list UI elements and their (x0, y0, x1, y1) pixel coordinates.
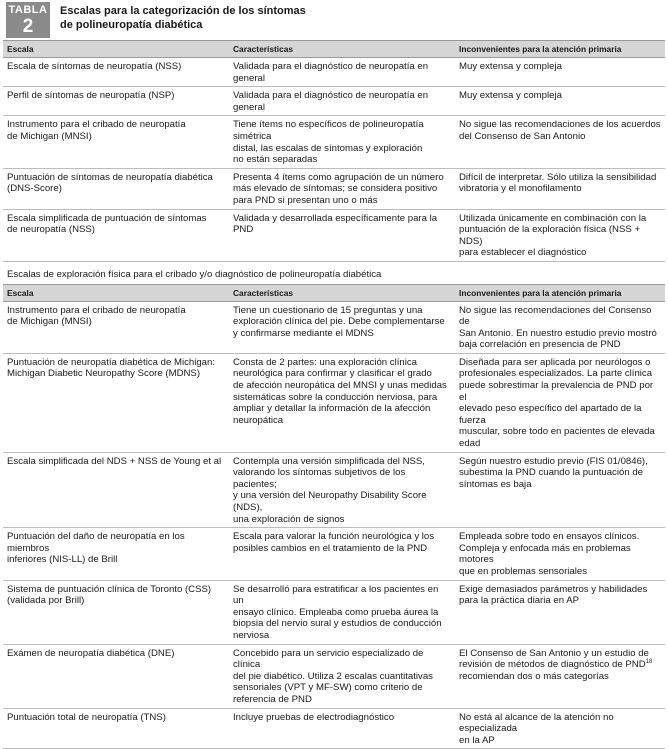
cell-line (233, 357, 451, 369)
section-symptom-scales (3, 41, 665, 262)
cell-line (233, 119, 451, 142)
cell-text: elevado peso específico del apartado de la fuerza (459, 403, 642, 426)
cell-text: Escala de síntomas de neuropatía (NSS) (7, 61, 182, 72)
cell-scale (3, 644, 229, 708)
cell-line (7, 61, 225, 73)
cell-line (233, 415, 451, 427)
cell-line (7, 119, 225, 131)
cell-text: en la AP (459, 734, 495, 746)
cell-text: edad (459, 438, 481, 450)
table-header (3, 0, 665, 40)
cell-text: de Michigan (MNSI) (7, 316, 92, 328)
cell-text: Instrumento para el cribado de neuropatía (7, 304, 186, 316)
column-header-drawbacks: Inconvenientes para la atención primaria (455, 284, 665, 301)
cell-text: Utilizada únicamente en combinación con la (459, 212, 647, 224)
cell-text: Tiene un cuestionario de 15 preguntas y una (233, 304, 423, 316)
cell-line (7, 531, 225, 554)
cell-text: para establecer el diagnóstico (459, 247, 587, 259)
cell-scale (3, 528, 229, 580)
cell-line (7, 183, 225, 195)
cell-scale (3, 87, 229, 116)
cell-text: subestima la PND cuando la puntuación de (459, 467, 643, 479)
cell-line (233, 213, 451, 236)
table-row (3, 528, 665, 580)
cell-line (7, 456, 225, 468)
cell-scale (3, 209, 229, 261)
cell-text: No está al alcance de la atención no especializada (459, 711, 614, 735)
cell-drawbacks (455, 353, 665, 452)
cell-line (233, 305, 451, 317)
cell-drawbacks (455, 87, 665, 116)
cell-line (233, 316, 451, 328)
cell-features (229, 87, 455, 116)
cell-drawbacks (455, 116, 665, 168)
cell-drawbacks (455, 452, 665, 528)
cell-text: Escala para valorar la función neurológica y los (233, 531, 435, 543)
cell-text: San Antonio. En nuestro estudio previo mostró (459, 327, 657, 339)
cell-line (233, 490, 451, 513)
cell-text: síntomas es baja (459, 478, 532, 490)
cell-drawbacks (455, 644, 665, 708)
cell-text: neuropática (233, 414, 284, 426)
title-line-2: de polineuropatía diabética (60, 19, 203, 31)
cell-line (459, 131, 661, 143)
cell-line (7, 224, 225, 236)
cell-line (7, 584, 225, 596)
cell-text: No sigue las recomendaciones del Consenso de (459, 304, 652, 328)
cell-features (229, 301, 455, 353)
cell-scale (3, 301, 229, 353)
cell-line (459, 213, 661, 225)
cell-line (233, 467, 451, 490)
cell-text: no están separadas (233, 154, 318, 166)
cell-line (233, 61, 451, 84)
cell-line (233, 143, 451, 155)
badge-number: 2 (22, 16, 34, 37)
cell-line (459, 183, 661, 195)
cell-line (233, 368, 451, 380)
cell-line (459, 438, 661, 450)
cell-line (459, 648, 661, 660)
cell-text: ampliar y detallar la información de la afección (233, 403, 431, 415)
cell-line (233, 380, 451, 392)
table-row (3, 168, 665, 209)
table-row (3, 116, 665, 168)
table-row (3, 353, 665, 452)
cell-text: inferiores (NIS-LL) de Brill (7, 554, 118, 566)
cell-text: Puntuación de neuropatía diabética de Michigan: (7, 356, 216, 368)
cell-text: Muy extensa y compleja (459, 61, 562, 72)
cell-text: Concebido para un servicio especializado de clínica (233, 647, 424, 671)
cell-drawbacks (455, 58, 665, 87)
cell-line (7, 90, 225, 102)
cell-line (459, 172, 661, 184)
cell-text: puntuación de la exploración física (NSS + NDS) (459, 224, 641, 247)
cell-line (233, 607, 451, 619)
cell-text: Perfil de síntomas de neuropatía (NSP) (7, 90, 175, 102)
cell-scale (3, 353, 229, 452)
cell-drawbacks (455, 580, 665, 644)
cell-text: vibratoria y el monofilamento (459, 183, 582, 195)
cell-line (459, 543, 661, 566)
column-header-scale: Escala (3, 284, 229, 301)
cell-features (229, 452, 455, 528)
cell-line (7, 316, 225, 328)
cell-text: de afección neuropática del MNSI y unas medidas (233, 380, 447, 392)
table-row (3, 644, 665, 708)
cell-text: de neuropatía (NSS) (7, 224, 95, 236)
cell-line (459, 467, 661, 479)
cell-text: Michigan Diabetic Neuropathy Score (MDNS) (7, 368, 201, 380)
cell-scale (3, 58, 229, 87)
table-row (3, 87, 665, 116)
cell-line (7, 595, 225, 607)
cell-line (233, 514, 451, 526)
cell-text: exploración clínica del pie. Debe complementarse (233, 316, 445, 328)
cell-text: baja correlación en presencia de PND (459, 339, 621, 351)
cell-text: referencia de PND (233, 693, 312, 705)
cell-text: neurológica para confirmar y clasificar el grado (233, 368, 432, 380)
cell-features (229, 528, 455, 580)
cell-line (233, 195, 451, 207)
cell-text: Presenta 4 ítems como agrupación de un número (233, 171, 444, 183)
table-row (3, 708, 665, 749)
cell-drawbacks (455, 708, 665, 749)
cell-text: distal, las escalas de síntomas y exploración (233, 142, 423, 154)
cell-scale (3, 116, 229, 168)
column-header-drawbacks: Inconvenientes para la atención primaria (455, 41, 665, 58)
cell-text: profesionales especializados. La parte clínica (459, 368, 653, 380)
cell-line (233, 392, 451, 404)
cell-line (233, 618, 451, 630)
cell-line (233, 456, 451, 468)
cell-text: Validada y desarrollada específicamente para la PND (233, 212, 438, 236)
cell-text: puede sobrestimar la prevalencia de PND por el (459, 380, 654, 403)
cell-line (459, 328, 661, 340)
cell-text: Diseñada para ser aplicada por neurólogos o (459, 356, 651, 368)
cell-line (7, 213, 225, 225)
cell-line (233, 543, 451, 555)
cell-text: Exámen de neuropatía diabética (DNE) (7, 647, 175, 659)
cell-line (233, 90, 451, 113)
cell-line (233, 682, 451, 694)
cell-line (233, 584, 451, 607)
table-row (3, 452, 665, 528)
cell-text: del Consenso de San Antonio (459, 130, 586, 142)
cell-line (459, 595, 661, 607)
cell-text: (DNS-Score) (7, 183, 62, 195)
column-header-scale: Escala (3, 41, 229, 58)
cell-scale (3, 452, 229, 528)
cell-text: posibles cambios en el tratamiento de la PND (233, 542, 428, 554)
cell-line (233, 183, 451, 195)
badge-label: TABLA (8, 4, 48, 16)
cell-features (229, 580, 455, 644)
cell-line (459, 712, 661, 735)
table-title (60, 4, 620, 32)
cell-text: Según nuestro estudio previo (FIS 01/0846), (459, 455, 648, 467)
cell-line (233, 712, 451, 724)
cell-text: ensayo clínico. Empleaba como prueba áurea la (233, 606, 439, 618)
cell-line (7, 368, 225, 380)
cell-drawbacks (455, 168, 665, 209)
cell-text: biopsia del nervio sural y estudios de conducción (233, 618, 442, 630)
cell-features (229, 116, 455, 168)
cell-features (229, 644, 455, 708)
cell-line (7, 172, 225, 184)
column-header-row (3, 284, 665, 301)
cell-text: Escala simplificada del NDS + NSS de Young et al (7, 455, 222, 467)
cell-line (233, 328, 451, 340)
cell-line (459, 456, 661, 468)
cell-line (233, 172, 451, 184)
cell-text: (validada por Brill) (7, 595, 85, 607)
cell-text: Validada para el diagnóstico de neuropatía en general (233, 61, 429, 84)
cell-text: muscular, sobre todo en pacientes de elevada (459, 426, 655, 438)
cell-text: sensoriales (VPT y MF-SW) como criterio de (233, 682, 423, 694)
cell-drawbacks (455, 209, 665, 261)
cell-text: Validada para el diagnóstico de neuropatía en general (233, 90, 429, 113)
scales-table (3, 40, 665, 749)
cell-line (459, 224, 661, 247)
cell-text: Instrumento para el cribado de neuropatía (7, 119, 186, 131)
cell-text: Empleada sobre todo en ensayos clínicos. (459, 531, 640, 543)
cell-text: Consta de 2 partes: una exploración clínica (233, 356, 417, 368)
cell-features (229, 353, 455, 452)
cell-line (459, 368, 661, 380)
cell-line (233, 671, 451, 683)
cell-text: Exige demasiados parámetros y habilidades (459, 583, 648, 595)
cell-line (459, 305, 661, 328)
cell-line (7, 305, 225, 317)
cell-line (459, 479, 661, 491)
cell-text: para PND si presentan uno o más (233, 194, 378, 206)
cell-text: Tiene ítems no específicos de polineuropatía simétrica (233, 119, 424, 142)
cell-text: Muy extensa y compleja (459, 90, 562, 102)
cell-line (233, 694, 451, 706)
cell-text: de Michigan (MNSI) (7, 130, 92, 142)
cell-text: Sistema de puntuación clínica de Toronto (CSS) (7, 583, 212, 595)
cell-line (459, 659, 661, 671)
cell-line (459, 357, 661, 369)
cell-text: Incluye pruebas de electrodiagnóstico (233, 711, 395, 723)
column-header-features: Características (229, 41, 455, 58)
cell-drawbacks (455, 528, 665, 580)
cell-text: del pie diabético. Utiliza 2 escalas cuantitativas (233, 670, 433, 682)
title-line-1: Escalas para la categorización de los síntomas (60, 5, 306, 17)
cell-line (459, 531, 661, 543)
cell-text: Puntuación total de neuropatía (TNS) (7, 711, 166, 723)
cell-text: Difícil de interpretar. Sólo utiliza la sensibilidad (459, 171, 657, 183)
cell-line (459, 426, 661, 438)
cell-line (233, 630, 451, 642)
cell-text: Puntuación del daño de neuropatía en los miembros (7, 531, 185, 554)
cell-line (459, 339, 661, 351)
cell-line (459, 735, 661, 747)
cell-text: valorando los síntomas subjetivos de los pacientes; (233, 467, 406, 490)
table-row (3, 301, 665, 353)
cell-text: No sigue las recomendaciones de los acuerdos (459, 119, 661, 131)
cell-text: y una versión del Neuropathy Disability Score (NDS), (233, 490, 427, 513)
cell-line (7, 648, 225, 660)
cell-scale (3, 708, 229, 749)
cell-text: que en problemas sensoriales (459, 565, 587, 577)
cell-line (459, 566, 661, 578)
cell-drawbacks (455, 301, 665, 353)
cell-line (7, 131, 225, 143)
cell-text: Se desarrolló para estratificar a los pacientes en un (233, 583, 439, 607)
cell-text: una exploración de signos (233, 513, 345, 525)
cell-features (229, 168, 455, 209)
table-row (3, 58, 665, 87)
section-title-row (3, 261, 665, 284)
cell-text: más elevado de síntomas; se considera positivo (233, 183, 438, 195)
cell-text: y confirmarse mediante el MDNS (233, 327, 374, 339)
cell-scale (3, 168, 229, 209)
section-exam-scales (3, 261, 665, 748)
cell-line (459, 119, 661, 131)
column-header-features: Características (229, 284, 455, 301)
cell-line (233, 154, 451, 166)
cell-line (233, 403, 451, 415)
cell-line (459, 380, 661, 403)
cell-features (229, 708, 455, 749)
cell-text: recomiendan dos o más categorías (459, 670, 609, 682)
cell-text: Compleja y enfocada más en problemas motores (459, 542, 631, 566)
cell-line (7, 554, 225, 566)
section-title: Escalas de exploración física para el cribado y/o diagnóstico de polineuropatía diabética (7, 268, 382, 280)
cell-line (7, 712, 225, 724)
cell-line (459, 671, 661, 683)
cell-text: Puntuación de síntomas de neuropatía diabética (7, 171, 213, 183)
table-number-badge (6, 2, 50, 38)
cell-line (459, 90, 661, 102)
reference-superscript: 18 (645, 658, 653, 665)
cell-line (459, 403, 661, 426)
cell-text: Contempla una versión simplificada del NSS, (233, 455, 425, 467)
cell-text: nerviosa (233, 629, 270, 641)
cell-scale (3, 580, 229, 644)
cell-features (229, 58, 455, 87)
cell-line (233, 648, 451, 671)
cell-line (459, 584, 661, 596)
cell-line (233, 531, 451, 543)
table-row (3, 580, 665, 644)
cell-line (7, 357, 225, 369)
cell-text: revisión de métodos de diagnóstico de PND (459, 659, 646, 671)
cell-text: Escala simplificada de puntuación de síntomas (7, 212, 207, 224)
cell-line (459, 61, 661, 73)
cell-text: para la práctica diaria en AP (459, 595, 579, 607)
cell-text: El Consenso de San Antonio y un estudio de (459, 647, 649, 659)
table-row (3, 209, 665, 261)
cell-features (229, 209, 455, 261)
cell-text: sistemáticas sobre la conducción nerviosa, para (233, 391, 438, 403)
cell-line (459, 247, 661, 259)
column-header-row (3, 41, 665, 58)
